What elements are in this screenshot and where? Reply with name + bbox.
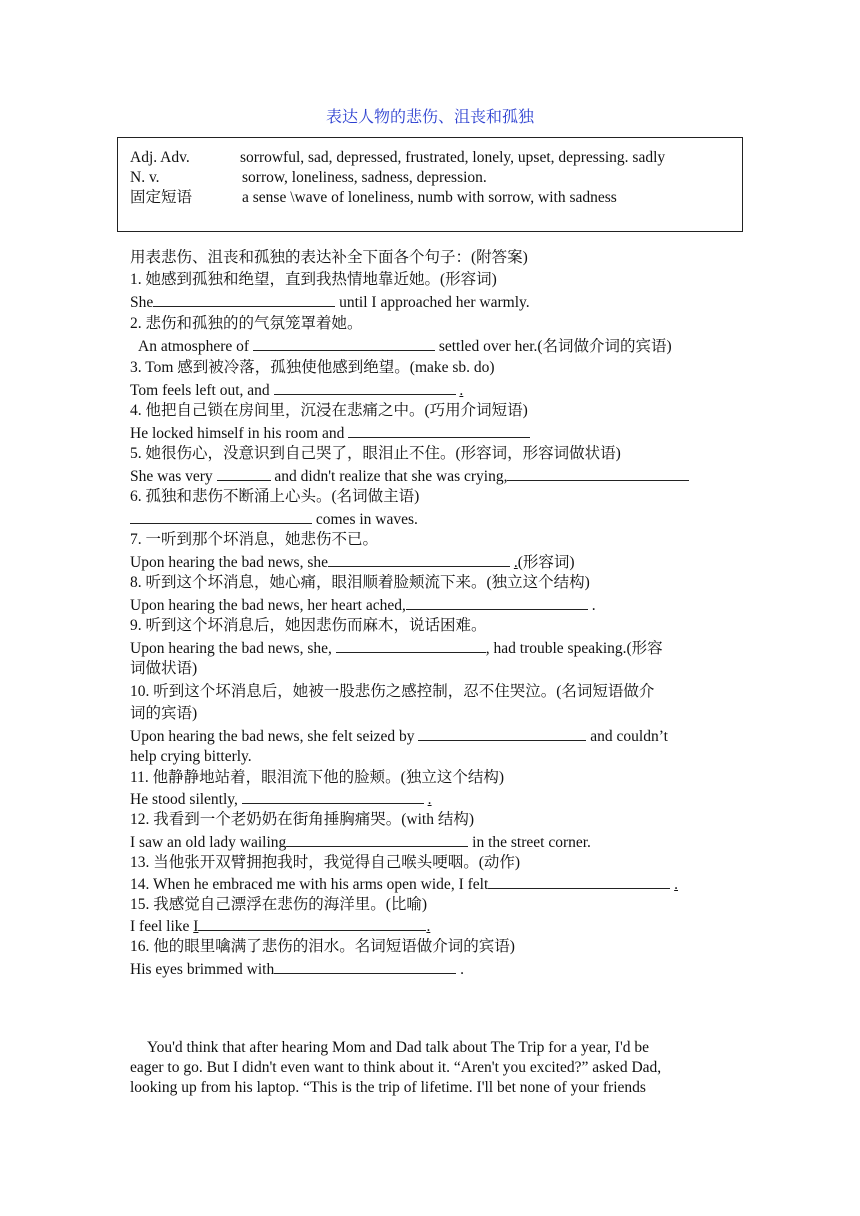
vocabulary-box xyxy=(117,137,743,232)
question-2-chinese: 2. 悲伤和孤独的的气氛笼罩着她。 xyxy=(130,315,363,332)
question-11-chinese: 11. 他静静地站着，眼泪流下他的脸颊。(独立这个结构) xyxy=(130,769,504,786)
question-8-english xyxy=(130,594,596,615)
sentence-text: . xyxy=(674,876,679,893)
sentence-text: . xyxy=(513,554,518,571)
question-12-english xyxy=(130,831,591,852)
answer-blank[interactable] xyxy=(406,594,588,610)
question-10-chinese: 10. 听到这个坏消息后，她被一股悲伤之感控制，忍不住哭泣。(名词短语做介 xyxy=(130,683,655,700)
question-9-english-cont: 词做状语) xyxy=(130,660,198,677)
sentence-text: He locked himself in his room and xyxy=(130,425,349,442)
question-15-english xyxy=(130,915,430,936)
sentence-text: Upon hearing the bad news, she felt seized by xyxy=(130,728,419,745)
question-6-chinese: 6. 孤独和悲伤不断涌上心头。(名词做主语) xyxy=(130,488,420,505)
sentence-text: Upon hearing the bad news, she, xyxy=(130,640,336,657)
question-9-english xyxy=(130,637,663,658)
question-7-english xyxy=(130,551,575,572)
question-1-english xyxy=(130,291,530,312)
answer-blank[interactable] xyxy=(328,551,510,567)
answer-blank[interactable] xyxy=(274,958,456,974)
sentence-text: comes in waves. xyxy=(315,511,418,528)
answer-blank[interactable] xyxy=(418,725,586,741)
answer-blank[interactable] xyxy=(198,915,426,931)
question-3-english xyxy=(130,379,463,400)
question-15-chinese: 15. 我感觉自己漂浮在悲伤的海洋里。(比喻) xyxy=(130,896,428,913)
sentence-text: (形容词) xyxy=(517,554,575,571)
sentence-text: I feel like xyxy=(130,918,194,935)
sentence-text: She xyxy=(130,294,154,311)
sentence-text: I xyxy=(193,918,199,935)
sentence-text: 14. When he embraced me with his arms open wide, I felt xyxy=(130,876,489,893)
answer-blank[interactable] xyxy=(130,508,312,524)
sentence-text: His eyes brimmed with xyxy=(130,961,275,978)
story-line: looking up from his laptop. “This is the trip of lifetime. I'll bet none of your friends xyxy=(130,1079,646,1096)
sentence-text: until I approached her warmly. xyxy=(335,294,530,311)
answer-blank[interactable] xyxy=(348,422,530,438)
sentence-text: . xyxy=(427,791,432,808)
vocab-value: a sense \wave of loneliness, numb with sorrow, with sadness xyxy=(242,189,617,206)
question-16-english xyxy=(130,958,464,979)
sentence-text: . xyxy=(587,597,596,614)
sentence-text: , had trouble speaking.(形容 xyxy=(485,640,663,657)
sentence-text: Tom feels left out, and xyxy=(130,382,274,399)
answer-blank[interactable] xyxy=(242,788,424,804)
sentence-text: . xyxy=(456,961,464,978)
question-14-english xyxy=(130,873,678,894)
story-line: eager to go. But I didn't even want to think about it. “Aren't you excited?” asked Dad, xyxy=(130,1059,662,1076)
question-2-english xyxy=(138,335,672,356)
sentence-text: He stood silently, xyxy=(130,791,242,808)
sentence-text: I saw an old lady wailing xyxy=(130,834,287,851)
vocab-label: 固定短语 xyxy=(130,189,193,206)
question-5-chinese: 5. 她很伤心，没意识到自己哭了，眼泪止不住。(形容词，形容词做状语) xyxy=(130,445,621,462)
question-1-chinese: 1. 她感到孤独和绝望，直到我热情地靠近她。(形容词) xyxy=(130,271,497,288)
question-4-chinese: 4. 他把自己锁在房间里，沉浸在悲痛之中。(巧用介词短语) xyxy=(130,402,528,419)
question-8-chinese: 8. 听到这个坏消息，她心痛，眼泪顺着脸颊流下来。(独立这个结构) xyxy=(130,574,590,591)
sentence-text: Upon hearing the bad news, she xyxy=(130,554,329,571)
vocab-value: sorrowful, sad, depressed, frustrated, lonely, upset, depressing. sadly xyxy=(240,149,666,166)
answer-blank[interactable] xyxy=(488,873,670,889)
answer-blank[interactable] xyxy=(336,637,486,653)
question-11-english xyxy=(130,788,432,809)
question-3-chinese: 3. Tom 感到被冷落，孤独使他感到绝望。(make sb. do) xyxy=(130,359,495,376)
sentence-text: An atmosphere of xyxy=(138,338,253,355)
sentence-text: . xyxy=(426,918,431,935)
story-line: You'd think that after hearing Mom and Dad talk about The Trip for a year, I'd be xyxy=(147,1039,650,1056)
question-10-english-cont: help crying bitterly. xyxy=(130,748,252,765)
sentence-text: settled over her.(名词做介词的宾语) xyxy=(434,338,672,355)
question-13-chinese: 13. 当他张开双臂拥抱我时，我觉得自己喉头哽咽。(动作) xyxy=(130,854,521,871)
question-10-english xyxy=(130,725,668,746)
vocab-label: N. v. xyxy=(130,169,160,186)
page-title: 表达人物的悲伤、沮丧和孤独 xyxy=(325,109,534,126)
question-12-chinese: 12. 我看到一个老奶奶在街角捶胸痛哭。(with 结构) xyxy=(130,811,475,828)
question-5-english xyxy=(130,465,689,486)
question-9-chinese: 9. 听到这个坏消息后，她因悲伤而麻木，说话困难。 xyxy=(130,617,487,634)
sentence-text: . xyxy=(459,382,464,399)
question-4-english xyxy=(130,422,530,443)
vocab-value: sorrow, loneliness, sadness, depression. xyxy=(242,169,487,186)
sentence-text: and didn't realize that she was crying, xyxy=(270,468,508,485)
story-paragraph xyxy=(130,1038,730,1098)
sentence-text: Upon hearing the bad news, her heart ached, xyxy=(130,597,406,614)
answer-blank[interactable] xyxy=(274,379,456,395)
vocab-label: Adj. Adv. xyxy=(130,149,190,166)
question-6-english xyxy=(130,508,418,529)
answer-blank[interactable] xyxy=(217,465,271,481)
question-7-chinese: 7. 一听到那个坏消息，她悲伤不已。 xyxy=(130,531,379,548)
sentence-text: in the street corner. xyxy=(468,834,591,851)
answer-blank[interactable] xyxy=(286,831,468,847)
instruction: 用表悲伤、沮丧和孤独的表达补全下面各个句子：(附答案) xyxy=(130,249,528,266)
sentence-text: She was very xyxy=(130,468,217,485)
question-10-chinese-cont: 词的宾语) xyxy=(130,705,198,722)
answer-blank[interactable] xyxy=(253,335,435,351)
question-16-chinese: 16. 他的眼里噙满了悲伤的泪水。名词短语做介词的宾语) xyxy=(130,938,515,955)
answer-blank[interactable] xyxy=(153,291,335,307)
answer-blank[interactable] xyxy=(507,465,689,481)
sentence-text: and couldn’t xyxy=(586,728,668,745)
